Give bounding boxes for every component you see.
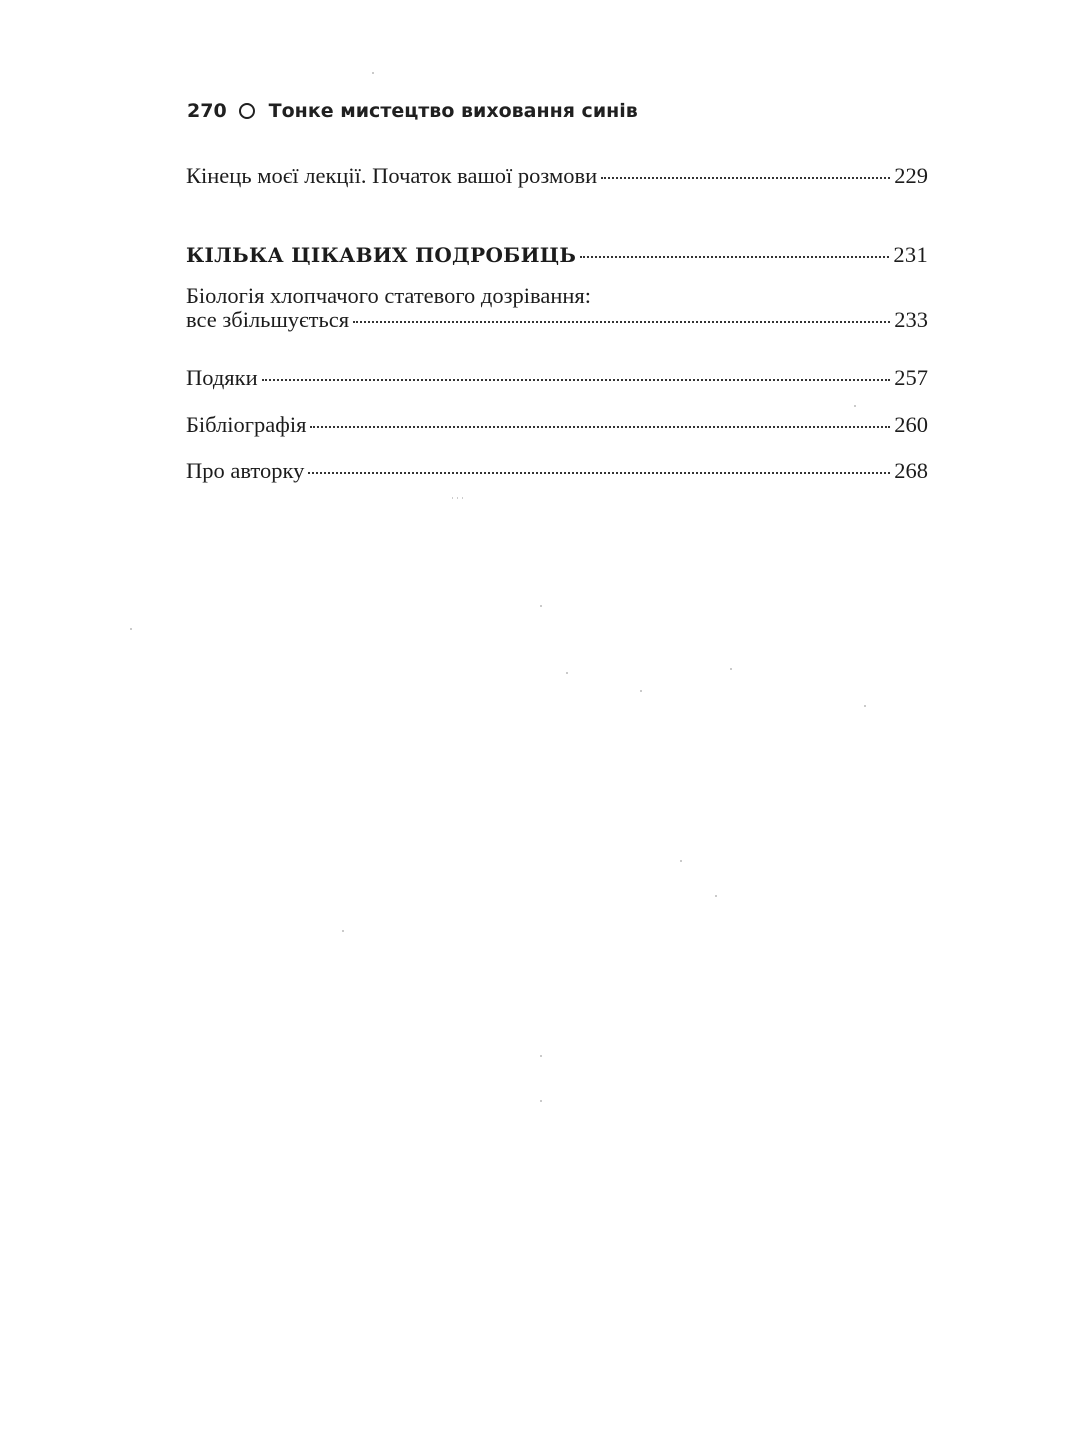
scan-speck <box>540 1055 542 1057</box>
scan-speck <box>540 605 542 607</box>
toc-entry-page: 229 <box>894 163 928 188</box>
scan-speck <box>130 628 132 630</box>
toc-entry-page: 231 <box>893 242 928 267</box>
scan-speck <box>864 705 866 707</box>
toc-entry-title: Подяки <box>186 365 258 390</box>
toc-leader-dots <box>353 321 890 323</box>
toc-entry-page: 260 <box>894 412 928 437</box>
toc-section-details <box>186 242 928 268</box>
toc-entry-acknowledgements <box>186 365 928 391</box>
scan-speck <box>715 895 717 897</box>
toc-entry-page: 233 <box>894 307 928 332</box>
toc-leader-dots <box>601 177 890 179</box>
toc-entry-page: 257 <box>894 365 928 390</box>
toc-entry-title: Про авторку <box>186 458 305 483</box>
toc-entry-title: Бібліографія <box>186 412 307 437</box>
toc-entry-title: Кінець моєї лекції. Початок вашої розмови <box>186 163 598 188</box>
scan-speck <box>566 672 568 674</box>
toc-entry-page: 268 <box>894 458 928 483</box>
toc-entry-title: все збільшується <box>186 307 350 332</box>
toc-entry-puberty <box>186 307 928 333</box>
toc-leader-dots <box>262 379 891 381</box>
toc-entry-title-line1: Біологія хлопчачого статевого дозрівання: <box>186 283 591 308</box>
scan-speck <box>640 690 642 692</box>
toc-leader-dots <box>580 256 889 258</box>
toc-leader-dots <box>308 472 890 474</box>
toc-leader-dots <box>310 426 890 428</box>
running-head <box>187 100 638 122</box>
scan-speck <box>680 860 682 862</box>
toc-entry-about-author <box>186 458 928 484</box>
circle-ornament-icon <box>239 103 255 119</box>
scan-speck <box>372 72 374 74</box>
scan-smudge: ˙˙˙ <box>450 497 465 508</box>
page-number: 270 <box>187 100 227 122</box>
toc-entry-bibliography <box>186 412 928 438</box>
toc-section-title: КІЛЬКА ЦІКАВИХ ПОДРОБИЦЬ <box>186 243 577 267</box>
book-title: Тонке мистецтво виховання синів <box>268 100 638 122</box>
scan-speck <box>540 1100 542 1102</box>
scan-speck <box>854 405 856 407</box>
toc-entry-lecture-end <box>186 163 928 189</box>
scan-speck <box>730 668 732 670</box>
scan-speck <box>342 930 344 932</box>
